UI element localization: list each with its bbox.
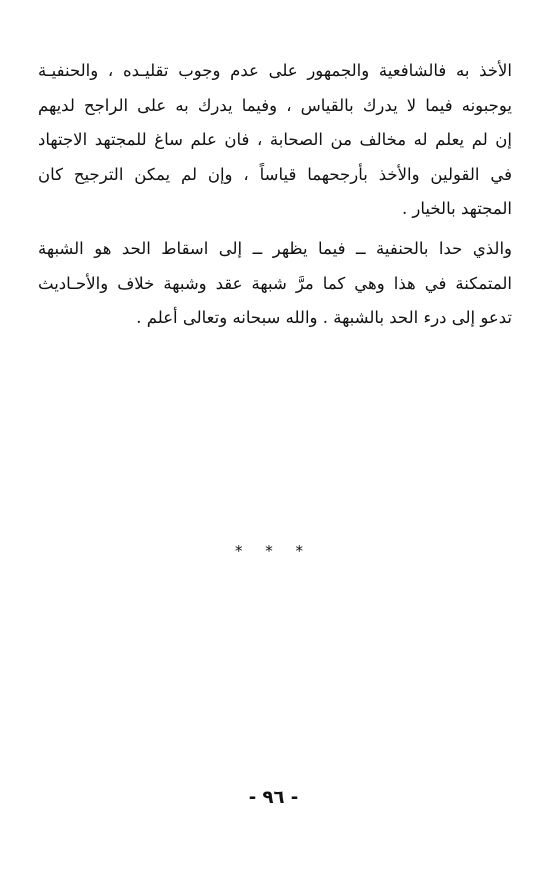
paragraph-line: يوجبونه فيما لا يدرك بالقياس ، وفيما يدرك به على الراجح لديهم xyxy=(38,95,512,115)
paragraph-line: المتمكنة في هذا وهي كما مرَّ شبهة عقد وشبهة خلاف والأحـاديث xyxy=(38,273,512,293)
paragraph-line: إن لم يعلم له مخالف من الصحابة ، فان علم ساغ للمجتهد الاجتهاد xyxy=(38,130,512,149)
section-divider-ornament: * * * xyxy=(234,542,313,560)
paragraph-line: تدعو إلى درء الحد بالشبهة . والله سبحانه وتعالى أعلم . xyxy=(136,308,512,327)
paragraph-line: في القولين والأخذ بأرجحهما قياساً ، وإن لم يمكن الترجيح كان xyxy=(38,164,512,184)
paragraph-line: والذي حدا بالحنفية ــ فيما يظهر ــ إلى اسقاط الحد هو الشبهة xyxy=(38,239,512,258)
paragraph-1 xyxy=(38,54,512,227)
paragraph-line: المجتهد بالخيار . xyxy=(401,199,512,218)
page-number: - ٩٦ - xyxy=(248,787,299,808)
paragraph-2 xyxy=(38,232,512,336)
paragraph-line: الأخذ به فالشافعية والجمهور على عدم وجوب تقليـده ، والحنفيـة xyxy=(38,61,512,80)
